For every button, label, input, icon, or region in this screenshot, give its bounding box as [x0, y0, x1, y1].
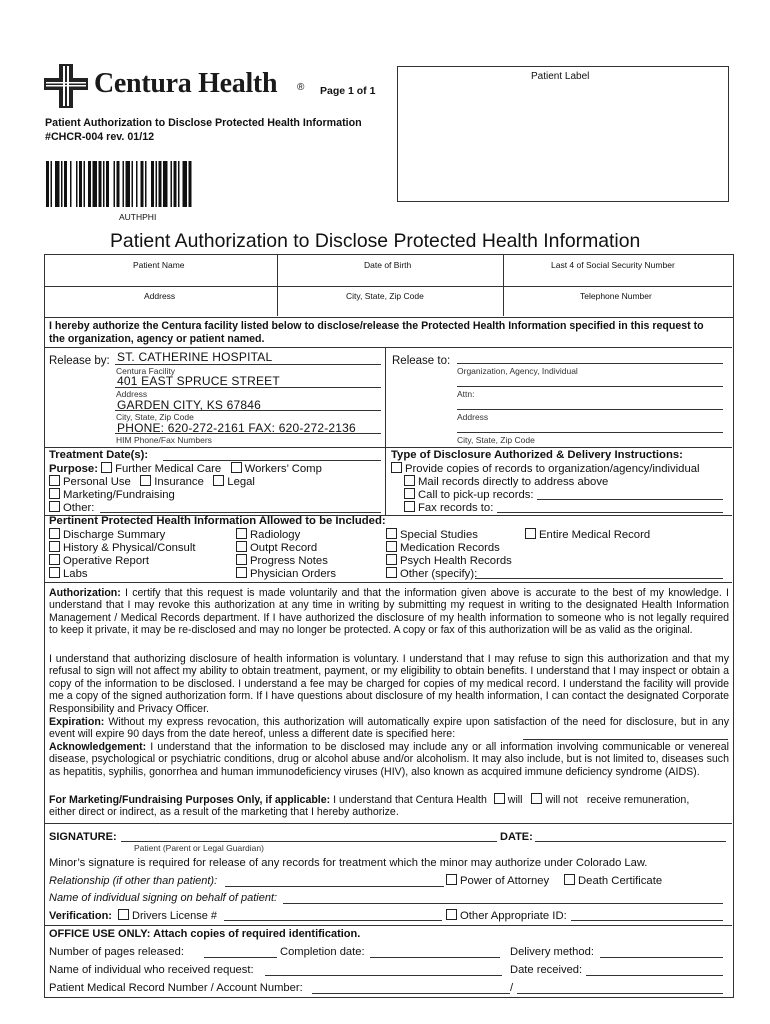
mail-records-label: Mail records directly to address above — [418, 476, 609, 488]
release-to-attn-caption: Attn: — [457, 389, 475, 399]
call-pickup-label: Call to pick-up records: — [418, 489, 534, 501]
voluntary-paragraph: I understand that authorizing disclosure of health information is voluntary. I understand that I may refuse to sign this authorization and that my refusal to sign will not affect my ability to obtain treatment, payment, or my eligibility to obtain benefits. I understand that I may inspect or obtain a copy of the information to be disclosed. I understand a fee may be charged for copies of my medical record. I understand the facility will provide me a copy of the signed authorization form. If I have questions about disclosure of my health information, I can contact the designated Corporate Responsibility and Privacy Officer. — [49, 653, 729, 715]
signature-input[interactable] — [121, 841, 497, 842]
centura-logo — [44, 64, 314, 108]
facility-value[interactable]: ST. CATHERINE HOSPITAL — [117, 350, 273, 364]
verification-label: Verification: — [49, 910, 112, 922]
marketing-paragraph — [49, 793, 689, 806]
psych-records-checkbox[interactable] — [386, 554, 397, 565]
legal-checkbox[interactable] — [213, 475, 224, 486]
facility-address-caption: Address — [116, 389, 148, 399]
insurance-checkbox[interactable] — [140, 475, 151, 486]
release-to-city-input[interactable] — [457, 432, 723, 433]
will-not-label: will not — [545, 794, 578, 806]
release-to-org-caption: Organization, Agency, Individual — [457, 366, 578, 376]
authorization-paragraph — [49, 587, 729, 637]
acknowledgement-text: I understand that the information to be disclosed may include any or all information involving communicable or venereal disease, psychological or psychiatric conditions, drug or alcohol abuse and/or alcoholism. It may also include, but is not limited to, diseases such as hepatitis, syphilis, gonorrhea and human immunodeficiency viruses (HIV), also known as acquired immune deficiency syndrome (AIDS). — [49, 741, 729, 778]
pages-released-input[interactable] — [204, 957, 277, 958]
power-of-attorney-checkbox[interactable] — [446, 874, 457, 885]
provide-copies-checkbox[interactable] — [391, 462, 402, 473]
patient-guardian-caption: Patient (Parent or Legal Guardian) — [134, 843, 264, 853]
acknowledgement-label: Acknowledgement: — [49, 741, 147, 753]
radiology-label: Radiology — [250, 529, 301, 541]
telephone-field[interactable]: Telephone Number — [580, 291, 652, 301]
other-purpose-label: Other: — [63, 502, 95, 514]
special-studies-checkbox[interactable] — [386, 528, 397, 539]
power-of-attorney-label: Power of Attorney — [460, 875, 550, 887]
physician-orders-checkbox[interactable] — [236, 567, 247, 578]
facility-city-caption: City, State, Zip Code — [116, 412, 194, 422]
delivery-heading: Type of Disclosure Authorized & Delivery Instructions: — [391, 449, 683, 461]
progress-notes-label: Progress Notes — [250, 555, 328, 567]
will-label: will — [507, 794, 523, 806]
form-title: Patient Authorization to Disclose Protected Health Information — [45, 117, 362, 129]
medication-records-label: Medication Records — [400, 542, 500, 554]
operative-report-checkbox[interactable] — [49, 554, 60, 565]
mrn-label: Patient Medical Record Number / Account Number: — [49, 982, 303, 994]
marketing-checkbox[interactable] — [49, 488, 60, 499]
ssn-field[interactable]: Last 4 of Social Security Number — [551, 260, 675, 270]
labs-checkbox[interactable] — [49, 567, 60, 578]
call-pickup-checkbox[interactable] — [404, 488, 415, 499]
barcode — [46, 161, 236, 207]
purpose-label: Purpose: — [49, 463, 98, 475]
mrn-separator: / — [510, 982, 514, 994]
facility-phone-caption: HIM Phone/Fax Numbers — [116, 435, 212, 445]
authorization-statement-2: the organization, agency or patient named. — [49, 333, 265, 345]
entire-record-checkbox[interactable] — [525, 528, 536, 539]
logo-registered-mark: ® — [297, 82, 305, 93]
history-physical-label: History & Physical/Consult — [63, 542, 196, 554]
dob-field[interactable]: Date of Birth — [364, 260, 412, 270]
personal-use-label: Personal Use — [63, 476, 131, 488]
individual-signing-input[interactable] — [283, 903, 723, 904]
outpt-record-label: Outpt Record — [250, 542, 318, 554]
marketing-purpose-label: For Marketing/Fundraising Purposes Only, if applicable: — [49, 794, 331, 806]
death-certificate-label: Death Certificate — [578, 875, 663, 887]
page-indicator: Page 1 of 1 — [320, 85, 376, 97]
entire-record-label: Entire Medical Record — [539, 529, 651, 541]
facility-phone-value[interactable]: PHONE: 620-272-2161 FAX: 620-272-2136 — [117, 421, 356, 435]
patient-label-caption: Patient Label — [531, 71, 590, 82]
marketing-text-b: receive remuneration, — [586, 794, 690, 806]
expiration-paragraph — [49, 716, 729, 741]
authorization-statement: I hereby authorize the Centura facility listed below to disclose/release the Protected Health Information specified in this request to — [49, 320, 704, 332]
other-id-input[interactable] — [571, 920, 723, 921]
workers-comp-checkbox[interactable] — [231, 462, 242, 473]
further-care-label: Further Medical Care — [115, 463, 222, 475]
individual-signing-label: Name of individual signing on behalf of patient: — [49, 892, 278, 904]
legal-label: Legal — [227, 476, 255, 488]
medication-records-checkbox[interactable] — [386, 541, 397, 552]
signature-date-input[interactable] — [535, 841, 726, 842]
death-certificate-checkbox[interactable] — [564, 874, 575, 885]
fax-records-label: Fax records to: — [418, 502, 494, 514]
other-purpose-input[interactable] — [100, 512, 381, 513]
pages-released-label: Number of pages released: — [49, 946, 184, 958]
city-state-zip-field[interactable]: City, State, Zip Code — [346, 291, 424, 301]
address-field[interactable]: Address — [144, 291, 176, 301]
further-care-checkbox[interactable] — [101, 462, 112, 473]
account-number-input[interactable] — [517, 993, 723, 994]
acknowledgement-paragraph — [49, 741, 729, 778]
delivery-method-input[interactable] — [600, 957, 723, 958]
drivers-license-label: Drivers License # — [132, 910, 218, 922]
other-id-checkbox[interactable] — [446, 909, 457, 920]
other-specify-checkbox[interactable] — [386, 567, 397, 578]
received-by-input[interactable] — [265, 975, 502, 976]
expiration-text: Without my express revocation, this authorization will automatically expire upon satisfaction of the need for disclosure, but in any event will expire 90 days from the date hereof, unless a different date is specified here: — [49, 716, 729, 741]
drivers-license-input[interactable] — [224, 920, 442, 921]
release-to-address-caption: Address — [457, 412, 489, 422]
date-received-input[interactable] — [586, 975, 723, 976]
radiology-checkbox[interactable] — [236, 528, 247, 539]
phi-heading: Pertinent Protected Health Information Allowed to be Included: — [49, 515, 386, 527]
cross-logo-icon — [44, 64, 90, 108]
facility-city-value[interactable]: GARDEN CITY, KS 67846 — [117, 398, 262, 412]
authorization-label: Authorization: — [49, 587, 121, 599]
completion-date-label: Completion date: — [280, 946, 365, 958]
signature-label: SIGNATURE: — [49, 831, 117, 843]
call-pickup-input[interactable] — [537, 499, 723, 500]
date-received-label: Date received: — [510, 964, 583, 976]
form-number: #CHCR-004 rev. 01/12 — [45, 131, 155, 143]
discharge-summary-label: Discharge Summary — [63, 529, 166, 541]
release-to-org-input[interactable] — [457, 363, 723, 364]
main-title: Patient Authorization to Disclose Protected Health Information — [110, 230, 641, 252]
labs-label: Labs — [63, 568, 88, 580]
workers-comp-label: Workers’ Comp — [244, 463, 322, 475]
drivers-license-checkbox[interactable] — [118, 909, 129, 920]
received-by-label: Name of individual who received request: — [49, 964, 254, 976]
operative-report-label: Operative Report — [63, 555, 150, 567]
mail-records-checkbox[interactable] — [404, 475, 415, 486]
expiration-date-input[interactable] — [523, 739, 728, 740]
will-checkbox[interactable] — [494, 793, 505, 804]
outpt-record-checkbox[interactable] — [236, 541, 247, 552]
logo-text: Centura Health — [94, 68, 278, 99]
other-specify-input[interactable] — [475, 578, 723, 579]
special-studies-label: Special Studies — [400, 529, 478, 541]
other-purpose-checkbox[interactable] — [49, 501, 60, 512]
barcode-caption: AUTHPHI — [119, 212, 157, 222]
physician-orders-label: Physician Orders — [250, 568, 337, 580]
release-to-address-input[interactable] — [457, 409, 723, 410]
release-by-label: Release by: — [49, 355, 110, 367]
patient-label-box — [397, 66, 729, 202]
relationship-label: Relationship (if other than patient): — [49, 875, 218, 887]
release-to-label: Release to: — [392, 355, 451, 367]
office-use-heading: OFFICE USE ONLY: Attach copies of required identification. — [49, 928, 361, 940]
mrn-input[interactable] — [312, 993, 510, 994]
treatment-dates-label: Treatment Date(s): — [49, 449, 149, 461]
treatment-dates-input[interactable] — [163, 460, 381, 461]
progress-notes-checkbox[interactable] — [236, 554, 247, 565]
marketing-text-a: I understand that Centura Health — [333, 794, 487, 806]
other-specify-label: Other (specify): — [400, 568, 478, 580]
minor-signature-note: Minor’s signature is required for release of any records for treatment which the minor may authorize under Colorado Law. — [49, 857, 648, 869]
relationship-input[interactable] — [225, 886, 444, 887]
facility-address-value[interactable]: 401 EAST SPRUCE STREET — [117, 374, 280, 388]
discharge-summary-checkbox[interactable] — [49, 528, 60, 539]
authorization-text: I certify that this request is made voluntarily and that the information given above is accurate to the best of my knowledge. I understand that I may revoke this authorization at any time in writing by submitting my request in writing to the designated Health Information Management / Medical Records department. If I have authorized the disclosure of my health information to someone who is not legally required to keep it private, it may be re-disclosed and may no longer be protected. A copy or fax of this authorization will be as valid as the original. — [49, 587, 729, 637]
history-physical-checkbox[interactable] — [49, 541, 60, 552]
facility-caption: Centura Facility — [116, 366, 176, 376]
marketing-text-c: either direct or indirect, as a result of the marketing that I hereby authorize. — [49, 806, 399, 818]
psych-records-label: Psych Health Records — [400, 555, 512, 567]
marketing-label: Marketing/Fundraising — [63, 489, 175, 501]
delivery-method-label: Delivery method: — [510, 946, 594, 958]
other-id-label: Other Appropriate ID: — [460, 910, 567, 922]
release-to-city-caption: City, State, Zip Code — [457, 435, 535, 445]
date-label: DATE: — [500, 831, 533, 843]
will-not-checkbox[interactable] — [531, 793, 542, 804]
patient-name-field[interactable]: Patient Name — [133, 260, 185, 270]
provide-copies-label: Provide copies of records to organization/agency/individual — [405, 463, 700, 475]
fax-records-checkbox[interactable] — [404, 501, 415, 512]
insurance-label: Insurance — [154, 476, 204, 488]
fax-records-input[interactable] — [497, 512, 723, 513]
expiration-label: Expiration: — [49, 716, 105, 728]
personal-use-checkbox[interactable] — [49, 475, 60, 486]
completion-date-input[interactable] — [370, 957, 500, 958]
